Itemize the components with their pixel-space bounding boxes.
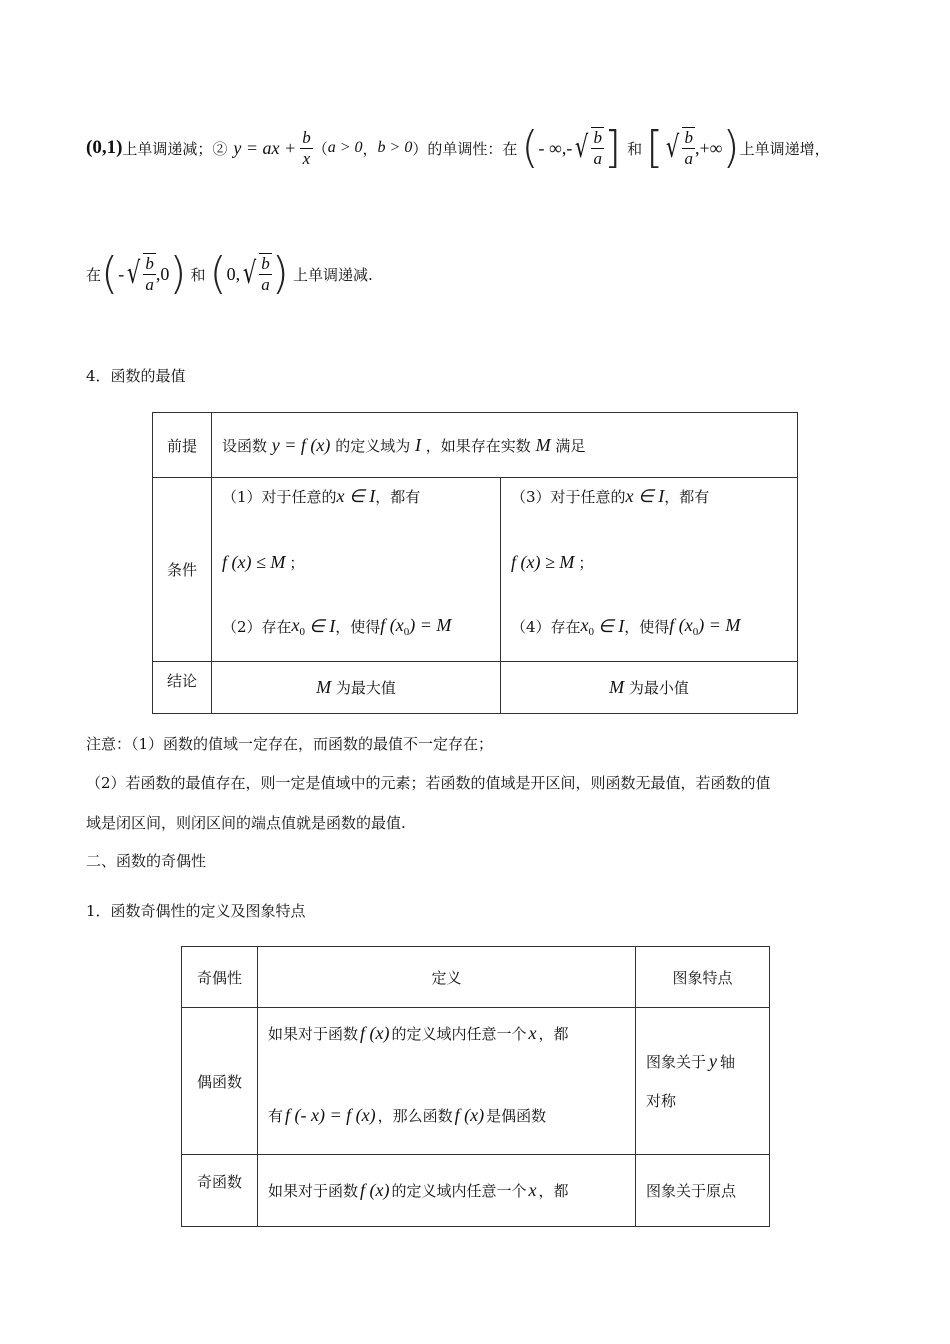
cond-left-3-x0 xyxy=(292,615,306,638)
sqrt-num-2: b xyxy=(684,128,693,147)
intro-line-2 xyxy=(86,244,373,304)
minus-sign: - xyxy=(118,263,125,284)
paren-open: ( xyxy=(521,122,539,173)
cond-left-line-2 xyxy=(222,548,490,576)
frac-den: x xyxy=(302,148,311,168)
x-var-r: x xyxy=(580,614,589,635)
paren-close-3: ) xyxy=(271,248,289,299)
sqrt-b-over-a: √ $\frac{b}{a}$ xyxy=(575,128,602,168)
cond-left-line-1 xyxy=(222,482,490,510)
sqrt-b-over-a-3: √ $\frac{b}{a}$ xyxy=(127,254,154,294)
odd-def-1a: 如果对于函数 xyxy=(268,1182,359,1200)
cond-left-3-text: （2）存在 xyxy=(222,617,292,636)
section-4-heading: 4．函数的最值 xyxy=(86,367,186,385)
cond-left-2-tail: ； xyxy=(289,553,305,572)
frac-num: b xyxy=(302,127,311,147)
dec-text: 上单调递减. xyxy=(292,265,373,284)
sqrt-den-3: a xyxy=(145,275,154,294)
cond-open: （ xyxy=(312,139,328,158)
cond-right-line-1 xyxy=(511,482,787,510)
bracket-open: [ xyxy=(646,122,664,173)
even-def-line-1 xyxy=(268,1020,625,1046)
cond-right-3-x0 xyxy=(581,615,595,638)
section-2-1-heading: 1．函数奇偶性的定义及图象特点 xyxy=(86,902,306,920)
pos-inf: ,+∞ xyxy=(694,137,723,158)
paren-open-3: ( xyxy=(209,248,227,299)
zero-tail: ,0 xyxy=(155,263,170,284)
inc-text: 上单调递增， xyxy=(739,139,830,158)
odd-def-1c: ，都 xyxy=(538,1182,569,1200)
cond-right-3-text: （4）存在 xyxy=(511,617,581,636)
conclusion-min-text: 为最小值 xyxy=(628,679,689,697)
even-graph xyxy=(636,1008,770,1155)
cond-left-1-text: （1）对于任意的 xyxy=(222,487,337,506)
cond-left-2-math: f (x) ≤ M xyxy=(222,551,286,572)
condition-label: 条件 xyxy=(153,478,212,662)
cond-right-2-math: f (x) ≥ M xyxy=(511,551,575,572)
odd-definition xyxy=(258,1155,636,1227)
header-definition: 定义 xyxy=(258,947,636,1008)
even-graph-line-1 xyxy=(646,1051,759,1072)
cond-sep: ， xyxy=(362,139,378,158)
odd-label: 奇函数 xyxy=(182,1155,258,1227)
even-def-2b: ，那么函数 xyxy=(377,1106,453,1125)
paren-open-2: ( xyxy=(101,248,119,299)
even-graph-1a: 图象关于 xyxy=(646,1053,707,1071)
cond-a: a > 0 xyxy=(327,139,363,156)
even-def-1a: 如果对于函数 xyxy=(268,1024,359,1043)
even-graph-1b: 轴 xyxy=(720,1053,736,1071)
premise-text-4: 满足 xyxy=(555,436,586,455)
func-y-eq: y = ax + xyxy=(233,137,297,158)
even-graph-1m: y xyxy=(709,1051,718,1071)
eq-head: f (x xyxy=(380,614,404,635)
note-line-3: 域是闭区间，则闭区间的端点值就是函数的最值. xyxy=(86,814,406,832)
cond-left-line-3 xyxy=(222,612,490,640)
premise-math-2: I xyxy=(415,434,421,455)
condition-left-cell xyxy=(212,478,501,662)
odd-def-1b: 的定义域内任意一个 xyxy=(391,1182,527,1200)
even-def-1m: f (x) xyxy=(360,1022,390,1043)
premise-label: 前提 xyxy=(153,413,212,478)
sqrt-b-over-a-4: √ $\frac{b}{a}$ xyxy=(243,254,270,294)
fraction-b-over-x xyxy=(300,128,313,169)
conclusion-label: 结论 xyxy=(153,662,212,714)
cond-close: ）的单调性：在 xyxy=(412,139,518,158)
header-parity: 奇偶性 xyxy=(182,947,258,1008)
sqrt-den-2: a xyxy=(684,149,693,168)
cond-right-line-3 xyxy=(511,612,787,640)
sqrt-den-4: a xyxy=(261,275,270,294)
premise-text-1: 设函数 xyxy=(222,436,268,455)
zero-head: 0, xyxy=(226,263,241,284)
note-line-1: 注意：（1）函数的值域一定存在，而函数的最值不一定存在； xyxy=(86,735,494,753)
eq-tail-r: ) = M xyxy=(698,614,741,635)
premise-text-3: ，如果存在实数 xyxy=(425,436,531,455)
bracket-close: ] xyxy=(603,122,622,173)
sqrt-num-4: b xyxy=(261,254,270,273)
cond-right-3-mid: ，使得 xyxy=(624,617,670,636)
sub-zero: 0 xyxy=(299,625,306,638)
eq-tail: ) = M xyxy=(409,614,452,635)
even-def-1x: x xyxy=(528,1022,537,1043)
sqrt-b-over-a-2: √ $\frac{b}{a}$ xyxy=(666,128,693,168)
intro-text-dec: 上单调递减；② xyxy=(122,139,228,158)
paren-close-2: ) xyxy=(169,248,187,299)
odd-def-1m: f (x) xyxy=(360,1180,390,1200)
eq-sub: 0 xyxy=(403,625,410,638)
header-graph: 图象特点 xyxy=(636,947,770,1008)
cond-left-3-eq xyxy=(380,615,451,638)
premise-text-2: 的定义域为 xyxy=(335,436,411,455)
paren-close: ) xyxy=(722,122,740,173)
conclusion-max-text: 为最大值 xyxy=(335,679,396,697)
even-def-1c: ，都 xyxy=(538,1024,569,1043)
cond-right-3-in: ∈ I xyxy=(598,615,625,636)
cond-right-3-eq xyxy=(669,615,740,638)
odd-def-line-1 xyxy=(268,1180,625,1201)
he-text: 和 xyxy=(627,139,643,158)
eq-sub-r: 0 xyxy=(692,625,699,638)
even-label: 偶函数 xyxy=(182,1008,258,1155)
even-def-2a: 有 xyxy=(268,1106,284,1125)
sub-zero-r: 0 xyxy=(588,625,595,638)
cond-right-2-tail: ； xyxy=(578,553,594,572)
x-var: x xyxy=(291,614,300,635)
conclusion-min xyxy=(501,662,798,714)
sqrt-num: b xyxy=(593,128,602,147)
neg-inf: - ∞,- xyxy=(538,137,573,158)
cond-right-line-2 xyxy=(511,548,787,576)
intro-line-1 xyxy=(86,118,830,178)
sqrt-den: a xyxy=(593,149,602,168)
cond-right-1-text: （3）对于任意的 xyxy=(511,487,626,506)
even-graph-line-2: 对称 xyxy=(646,1092,677,1110)
cond-left-1-tail: ，都有 xyxy=(375,487,421,506)
eq-head-r: f (x xyxy=(669,614,693,635)
even-def-line-2 xyxy=(268,1102,625,1128)
cond-right-1-tail: ，都有 xyxy=(664,487,710,506)
zai-text: 在 xyxy=(86,265,102,284)
even-def-2m2: f (x) xyxy=(454,1104,485,1125)
cond-left-3-in: ∈ I xyxy=(309,615,336,636)
odd-graph: 图象关于原点 xyxy=(636,1155,770,1227)
section-2-heading: 二、函数的奇偶性 xyxy=(86,852,207,870)
odd-def-1x: x xyxy=(528,1180,537,1200)
sqrt-num-3: b xyxy=(145,254,154,273)
even-def-2c: 是偶函数 xyxy=(486,1106,547,1125)
interval-0-1: (0,1) xyxy=(86,137,123,158)
even-def-2m: f (- x) = f (x) xyxy=(285,1104,376,1125)
cond-right-1-math: x ∈ I xyxy=(625,485,665,506)
conclusion-max-math: M xyxy=(316,677,332,697)
conclusion-max xyxy=(212,662,501,714)
cond-left-1-math: x ∈ I xyxy=(336,485,376,506)
even-def-1b: 的定义域内任意一个 xyxy=(391,1024,527,1043)
premise-math-1: y = f (x) xyxy=(271,434,331,455)
even-definition xyxy=(258,1008,636,1155)
conclusion-min-math: M xyxy=(609,677,625,697)
premise-math-3: M xyxy=(535,434,551,455)
cond-b: b > 0 xyxy=(377,139,413,156)
parity-table xyxy=(181,946,770,1227)
condition-right-cell xyxy=(501,478,798,662)
note-line-2: （2）若函数的最值存在，则一定是值域中的元素；若函数的值域是开区间，则函数无最值，若函数的值 xyxy=(86,774,771,792)
extremum-table xyxy=(152,412,798,714)
premise-cell xyxy=(212,413,798,478)
cond-left-3-mid: ，使得 xyxy=(335,617,381,636)
he-text-2: 和 xyxy=(190,265,206,284)
